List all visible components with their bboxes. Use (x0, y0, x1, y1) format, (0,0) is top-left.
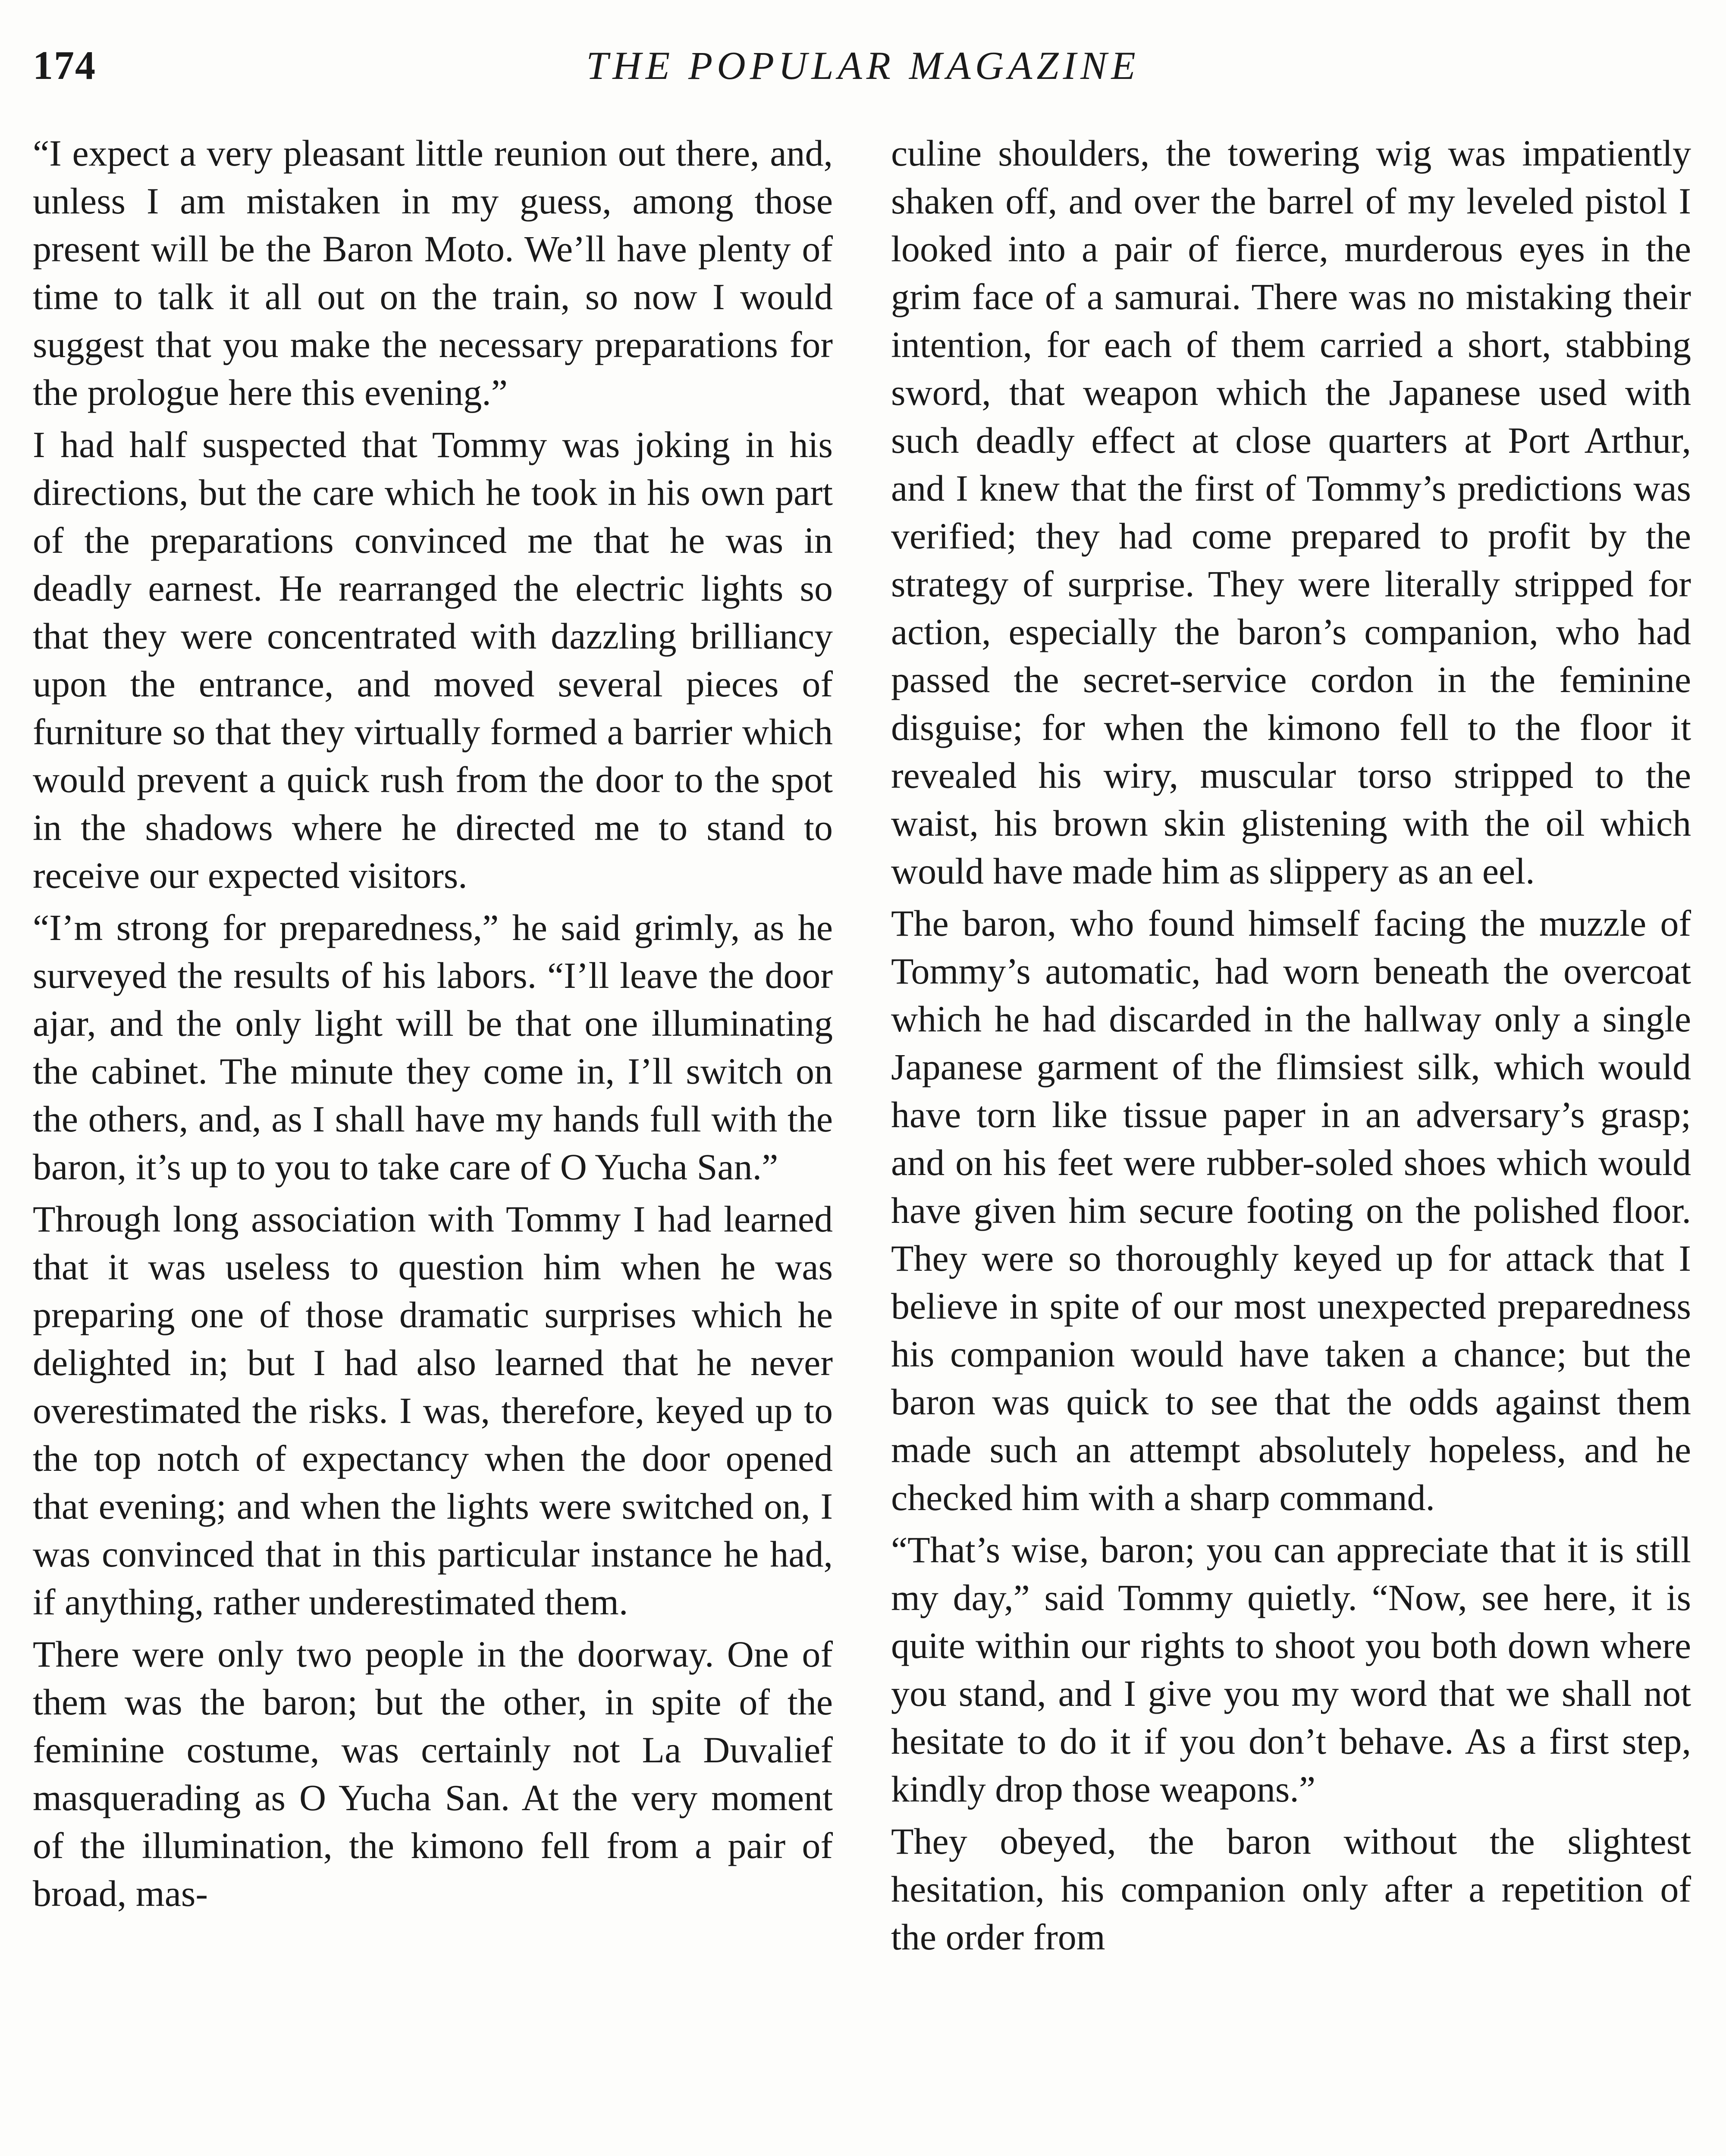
paragraph: I had half suspected that Tommy was joking in his directions, but the care which he took in his own part of the preparations convinced me that he was in deadly earnest. He rearranged the electric lights so that they were concentrated with dazzling brilliancy upon the entrance, and moved several pieces of furniture so that they virtually formed a barrier which would prevent a quick rush from the door to the spot in the shadows where he directed me to stand to receive our expected visitors. (33, 424, 833, 896)
paragraph: The baron, who found himself facing the muzzle of Tommy’s automatic, had worn beneath the overcoat which he had discarded in the hallway only a single Japanese garment of the flimsiest silk, which would have torn like tissue paper in an adversary’s grasp; and on his feet were rubber-soled shoes which would have given him secure footing on the polished floor. They were so thoroughly keyed up for attack that I believe in spite of our most unexpected preparedness his companion would have taken a chance; but the baron was quick to see that the odds against them made such an attempt absolutely hopeless, and he checked him with a sharp command. (891, 903, 1691, 1518)
page-header (33, 40, 1693, 91)
paragraph: “I’m strong for preparedness,” he said grimly, as he surveyed the results of his labors. “I’ll leave the door ajar, and the only light will be that one illuminating the cabinet. The minute they come in, I’ll switch on the others, and, as I shall have my hands full with the baron, it’s up to you to take care of O Yucha San.” (33, 907, 833, 1188)
paragraph: culine shoulders, the towering wig was impatiently shaken off, and over the barrel of my leveled pistol I looked into a pair of fierce, murderous eyes in the grim face of a samurai. There was no mistaking their intention, for each of them carried a short, stabbing sword, that weapon which the Japanese used with such deadly effect at close quarters at Port Arthur, and I knew that the first of Tommy’s predictions was verified; they had come prepared to profit by the strategy of surprise. They were literally stripped for action, especially the baron’s companion, who had passed the secret-service cordon in the feminine disguise; for when the kimono fell to the floor it revealed his wiry, muscular torso stripped to the waist, his brown skin glistening with the oil which would have made him as slippery as an eel. (891, 132, 1691, 892)
right-column (891, 129, 1691, 2156)
paragraph: Through long association with Tommy I had learned that it was useless to question him when he was preparing one of those dramatic surprises which he delighted in; but I had also learned that he never overestimated the risks. I was, therefore, keyed up to the top notch of expectancy when the door opened that evening; and when the lights were switched on, I was convinced that in this particular instance he had, if anything, rather underestimated them. (33, 1198, 833, 1623)
left-column (33, 129, 833, 2156)
text-columns (33, 129, 1693, 2156)
paragraph: “I expect a very pleasant little reunion out there, and, unless I am mistaken in my guess, among those present will be the Baron Moto. We’ll have plenty of time to talk it all out on the train, so now I would suggest that you make the necessary preparations for the prologue here this evening.” (33, 132, 833, 413)
paragraph: They obeyed, the baron without the slightest hesitation, his companion only after a repetition of the order from (891, 1821, 1691, 1958)
running-title: THE POPULAR MAGAZINE (586, 44, 1140, 88)
paragraph: “That’s wise, baron; you can appreciate that it is still my day,” said Tommy quietly. “Now, see here, it is quite within our rights to shoot you both down where you stand, and I give you my word that we shall not hesitate to do it if you don’t behave. As a first step, kindly drop those weapons.” (891, 1529, 1691, 1810)
paragraph: There were only two people in the doorway. One of them was the baron; but the other, in spite of the feminine costume, was certainly not La Duvalief masquerading as O Yucha San. At the very moment of the illumination, the kimono fell from a pair of broad, mas- (33, 1633, 833, 1914)
page-number: 174 (33, 43, 96, 88)
